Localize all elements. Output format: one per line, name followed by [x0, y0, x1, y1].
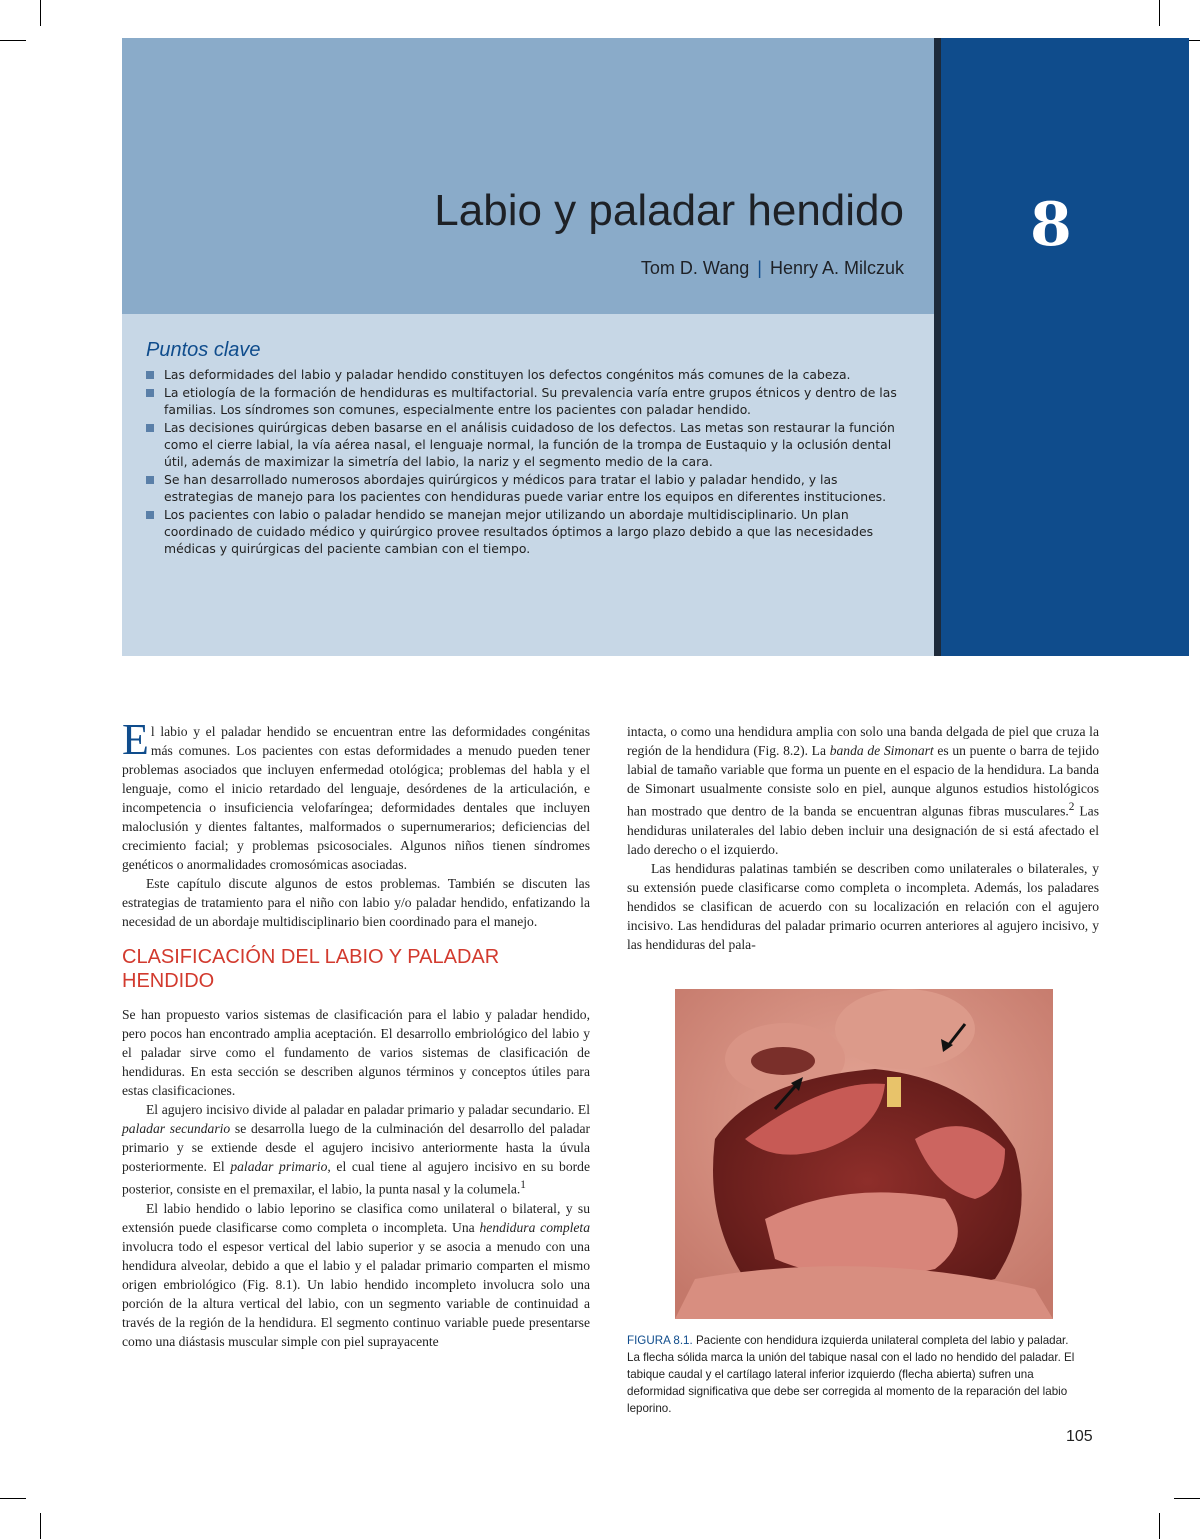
- key-point-item: [146, 384, 906, 418]
- text-run: , el cual tiene al agujero incisivo en su borde posterior, consiste en el premaxilar, el labio, la punta nasal y la columela.: [122, 1159, 590, 1197]
- key-point-item: [146, 471, 906, 505]
- key-points-heading: Puntos clave: [146, 339, 261, 361]
- paragraph: Las hendiduras palatinas también se describen como unilaterales o bilaterales, y su extensión puede clasificarse como completa o incompleta. Además, los paladares hendidos se clasifican de acuerdo con su localización en relación con el agujero incisivo. Las hendiduras del paladar primario ocurren anteriores al agujero incisivo, y las hendiduras del pala-: [627, 860, 1099, 952]
- figure-photo: [675, 989, 1053, 1319]
- crop-mark: [0, 40, 26, 41]
- body-column-right: [627, 722, 1099, 954]
- chapter-number-panel: [941, 38, 1189, 656]
- author-name: Henry A. Milczuk: [769, 258, 904, 278]
- body-column-left: [122, 715, 591, 1351]
- text-run: Las hendiduras unilaterales del labio deben incluir una designación de si está afectado el lado derecho o el izquierdo.: [627, 803, 1100, 857]
- text-run: se desarrolla luego de la culminación del desarrollo del paladar primario y se extiende desde el agujero incisivo anteriormente hasta la úvula posteriormente. El: [122, 1121, 590, 1174]
- text-run: involucra todo el espesor vertical del labio superior y se asocia a menudo con una hendidura alveolar, debido a que el labio y el paladar primario comparten el mismo origen embriológico (Fig. 8.1). Un labio hendido incompleto involucra solo una porción de la altura vertical del labio, con un segmento variable de continuidad a través de la región de la hendidura. El segmento continuo variable puede presentarse como una diástasis muscular simple con piel suprayacente: [122, 1238, 590, 1349]
- crop-mark: [1159, 0, 1160, 26]
- text-run: El labio hendido o labio leporino se clasifica como unilateral o bilateral, y su extensión puede clasificarse como completa o incompleta. Una: [122, 1200, 590, 1235]
- key-points-list: [146, 366, 906, 558]
- citation-ref[interactable]: 2: [1068, 801, 1075, 813]
- chapter-authors: [641, 258, 904, 279]
- key-point-text: La etiología de la formación de hendiduras es multifactorial. Su prevalencia varía entre grupos étnicos y dentro de las familias. Los síndromes son comunes, especialmente entre los pacientes con paladar hendido.: [164, 385, 897, 417]
- header-divider: [934, 38, 941, 656]
- key-point-text: Se han desarrollado numerosos abordajes quirúrgicos y médicos para tratar el labio y paladar hendido, y las estrategias de manejo para los pacientes con hendiduras puede variar entre los equipos en diferentes instituciones.: [164, 472, 887, 504]
- section-heading-line: CLASIFICACIÓN DEL LABIO Y PALADAR: [122, 946, 500, 968]
- paragraph: [122, 1100, 590, 1199]
- key-point-item: [146, 366, 906, 383]
- figure-label: FIGURA 8.1.: [627, 1334, 693, 1347]
- citation-ref[interactable]: 1: [520, 1179, 526, 1191]
- crop-mark: [40, 1513, 41, 1539]
- paragraph-text: l labio y el paladar hendido se encuentran entre las deformidades congénitas más comunes. Los pacientes con estas deformidades a menudo pueden tener problemas asociados que incluyen enfermedad otológica; problemas del habla y el lenguaje, como el inicio retardado del lenguaje, desórdenes de la articulación, e incompetencia o insuficiencia velofaríngea; deformidades dentales que incluyen maloclusión y dientes faltantes, malformados o supernumerarios; deficiencias del crecimiento facial; y problemas psicosociales. Algunos niños tienen síndromes genéticos o anormalidades cromosómicas asociadas.: [122, 724, 590, 872]
- text-run: intacta, o como una hendidura amplia con solo una banda delgada de piel que cruza la región de la hendidura (Fig. 8.2). La: [627, 724, 1099, 758]
- key-point-item: [146, 419, 906, 470]
- key-point-text: Las deformidades del labio y paladar hendido constituyen los defectos congénitos más comunes de la cabeza.: [164, 367, 851, 382]
- bullet-square-icon: [146, 476, 154, 484]
- italic-term: hendidura completa: [479, 1219, 591, 1235]
- chapter-number: 8: [1030, 190, 1072, 260]
- crop-mark: [40, 0, 41, 26]
- page-number: 105: [1066, 1428, 1093, 1445]
- drop-cap: E: [122, 715, 149, 764]
- key-point-text: Los pacientes con labio o paladar hendido se manejan mejor utilizando un abordaje multidisciplinario. Un plan coordinado de cuidado médico y quirúrgico provee resultados óptimos a largo plazo debido a que las necesidades médicas y quirúrgicas del paciente cambian con el tiempo.: [164, 507, 874, 556]
- bullet-square-icon: [146, 371, 154, 379]
- italic-term: banda de Simonart: [829, 743, 934, 758]
- bullet-square-icon: [146, 389, 154, 397]
- paragraph: [122, 715, 590, 874]
- author-name: Tom D. Wang: [640, 258, 750, 278]
- italic-term: paladar secundario: [122, 1121, 231, 1136]
- text-run: El agujero incisivo divide al paladar en paladar primario y paladar secundario. El: [146, 1102, 590, 1117]
- section-heading: [122, 945, 590, 993]
- bullet-square-icon: [146, 511, 154, 519]
- paragraph: [627, 722, 1099, 859]
- bullet-square-icon: [146, 424, 154, 432]
- text-run: es un puente o barra de tejido labial de tamaño variable que forma un puente en el espacio de la hendidura. La banda de Simonart usualmente consiste solo en piel, aunque algunos estudios histológicos han mostrado que dentro de la banda se encuentran algunas fibras musculares.: [627, 743, 1099, 819]
- chapter-title: Labio y paladar hendido: [434, 186, 904, 235]
- paragraph: Se han propuesto varios sistemas de clasificación para el labio y paladar hendido, pero pocos han encontrado amplia aceptación. El desarrollo embriológico del labio y el paladar sirve como el fundamento de varios sistemas de clasificación de hendiduras. En esta sección se describen algunos términos y conceptos útiles para estas clasificaciones.: [122, 1007, 590, 1098]
- italic-term: paladar primario: [230, 1159, 328, 1174]
- crop-mark: [1159, 1513, 1160, 1539]
- key-point-text: Las decisiones quirúrgicas deben basarse en el análisis cuidadoso de los defectos. Las metas son restaurar la función como el cierre labial, la vía aérea nasal, el lenguaje normal, la función de la trompa de Eustaquio y la oclusión dental útil, además de maximizar la simetría del labio, la nariz y el segmento medio de la cara.: [164, 420, 895, 469]
- paragraph: Este capítulo discute algunos de estos problemas. También se discuten las estrategias de tratamiento para el niño con labio y/o paladar hendido, enfatizando la necesidad de un abordaje multidisciplinario bien coordinado para el manejo.: [122, 876, 590, 929]
- paragraph: [122, 1199, 590, 1351]
- crop-mark: [0, 1498, 26, 1499]
- author-separator: |: [757, 258, 762, 278]
- crop-mark: [1174, 1498, 1200, 1499]
- figure-caption-text: Paciente con hendidura izquierda unilateral completa del labio y paladar. La flecha sólida marca la unión del tabique nasal con el lado no hendido del paladar. El tabique caudal y el cartílago lateral inferior izquierdo (flecha abierta) sufren una deformidad significativa que debe ser corregida al momento de la reparación del labio leporino.: [627, 1334, 1075, 1415]
- section-heading-line: HENDIDO: [122, 970, 215, 992]
- key-point-item: [146, 506, 906, 557]
- cleft-lip-photo-illustration: [675, 989, 1053, 1319]
- figure-caption: [627, 1332, 1075, 1417]
